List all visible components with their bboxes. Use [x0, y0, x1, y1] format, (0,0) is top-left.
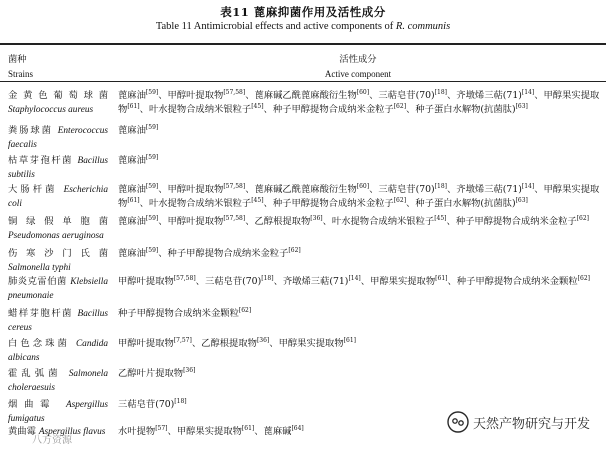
watermark: [447, 411, 590, 433]
header-strains-cn: 菌种: [8, 54, 27, 65]
strain-cell: [8, 183, 108, 211]
active-component-cell: 蓖麻油[59]、甲醇叶提取物[57,58]、蓖麻碱乙酰蓖麻酸衍生物[60]、三萜皂苷(70)[18]、齐墩烯三萜(71)[14]、甲醇果实提取物[61]、叶水提物合成纳米银粒子[45]、种子甲醇提物合成纳米金粒子[62]、种子蛋白水解物(抗菌肽)[63]: [118, 88, 600, 115]
strain-cell: [8, 89, 108, 117]
active-component-cell: 蓖麻油[59]: [118, 123, 159, 136]
strain-name-scientific: Candida albicans: [8, 339, 108, 363]
table-caption-cn: 表11 蓖麻抑菌作用及活性成分: [220, 5, 386, 19]
strain-name-scientific: Klebsiella pneumonaie: [8, 277, 108, 301]
strain-name-cn: 肺炎克雷伯菌: [8, 276, 71, 287]
strain-name-cn: 蜡样芽胞杆菌: [8, 308, 78, 319]
header-comp-en: Active component: [324, 69, 392, 79]
caption-en-prefix: Table 11 Antimicrobial effects and active components of: [155, 21, 396, 32]
strain-name-scientific: Aspergillus fumigatus: [8, 400, 108, 424]
strain-cell: [8, 247, 108, 275]
strain-name-cn: 白色念珠菌: [8, 338, 76, 349]
strain-name-cn: 枯草芽孢杆菌: [8, 155, 78, 166]
header-rule: [0, 81, 606, 82]
active-component-cell: 水叶提物[57]、甲醇果实提取物[61]、蓖麻碱[64]: [118, 424, 304, 437]
header-strains: [8, 53, 108, 81]
strain-name-scientific: Aspergillus flavus: [38, 427, 106, 437]
strain-name-scientific: Enterococcus faecalis: [8, 126, 108, 150]
active-component-cell: 乙醇叶片提取物[36]: [118, 366, 196, 379]
strain-name-scientific: Bacillus cereus: [8, 309, 108, 333]
caption-en-species: R. communis: [395, 21, 451, 32]
strain-name-cn: 大肠杆菌: [8, 184, 64, 195]
strain-name-cn: 霍乱弧菌: [8, 368, 69, 379]
top-rule: [0, 43, 606, 45]
strain-cell: [8, 124, 108, 152]
watermark-text: 天然产物研究与开发: [472, 416, 590, 432]
active-component-cell: 蓖麻油[59]: [118, 153, 159, 166]
strain-name-cn: 粪肠球菌: [8, 125, 58, 136]
strain-name-cn: 金黄色葡萄球菌: [8, 90, 108, 101]
active-component-cell: 三萜皂苷(70)[18]: [118, 397, 187, 410]
active-component-cell: 蓖麻油[59]、甲醇叶提取物[57,58]、蓖麻碱乙酰蓖麻酸衍生物[60]、三萜皂苷(70)[18]、齐墩烯三萜(71)[14]、甲醇果实提取物[61]、叶水提物合成纳米银粒子[45]、种子甲醇提物合成纳米金粒子[62]、种子蛋白水解物(抗菌肽)[63]: [118, 182, 600, 209]
strain-name-scientific: Escherichia coli: [8, 185, 108, 209]
strain-cell: [8, 215, 108, 243]
strain-cell: [8, 154, 108, 182]
strain-name-scientific: Staphylococcus aureus: [8, 105, 94, 115]
header-comp-cn: 活性成分: [339, 54, 377, 65]
active-component-cell: 甲醇叶提取物[7,57]、乙醇根提取物[36]、甲醇果实提取物[61]: [118, 336, 356, 349]
strain-cell: [8, 398, 108, 426]
strain-name-cn: 烟曲霉: [8, 399, 66, 410]
strain-cell: [8, 275, 108, 303]
strain-name-cn: 铜绿假单胞菌: [8, 216, 108, 227]
strain-name-scientific: Salmonella typhi: [8, 263, 71, 273]
strain-cell: [8, 367, 108, 395]
active-component-cell: 蓖麻油[59]、种子甲醇提物合成纳米金粒子[62]: [118, 246, 301, 259]
strain-name-scientific: Bacillus subtilis: [8, 156, 108, 180]
strain-name-scientific: Salmonela choleraesuis: [8, 369, 108, 393]
wechat-official-account-icon: [447, 411, 469, 433]
strain-name-cn: 黄曲霉: [8, 426, 39, 437]
strain-cell: [8, 337, 108, 365]
active-component-cell: 种子甲醇提物合成纳米金颗粒[62]: [118, 306, 252, 319]
corner-watermark-text: 八方资源: [32, 435, 72, 446]
header-active-component: [118, 53, 598, 81]
active-component-cell: 甲醇叶提取物[57,58]、三萜皂苷(70)[18]、齐墩烯三萜(71)[14]、甲醇果实提取物[61]、种子甲醇提物合成纳米金颗粒[62]: [118, 274, 590, 287]
table-caption-en: [0, 21, 606, 32]
header-strains-en: Strains: [8, 69, 34, 79]
strain-cell: [8, 307, 108, 335]
strain-name-cn: 伤寒沙门氏菌: [8, 248, 108, 259]
active-component-cell: 蓖麻油[59]、甲醇叶提取物[57,58]、乙醇根提取物[36]、叶水提物合成纳米银粒子[45]、种子甲醇提物合成纳米金粒子[62]: [118, 214, 590, 227]
strain-name-scientific: Pseudomonas aeruginosa: [8, 231, 104, 241]
